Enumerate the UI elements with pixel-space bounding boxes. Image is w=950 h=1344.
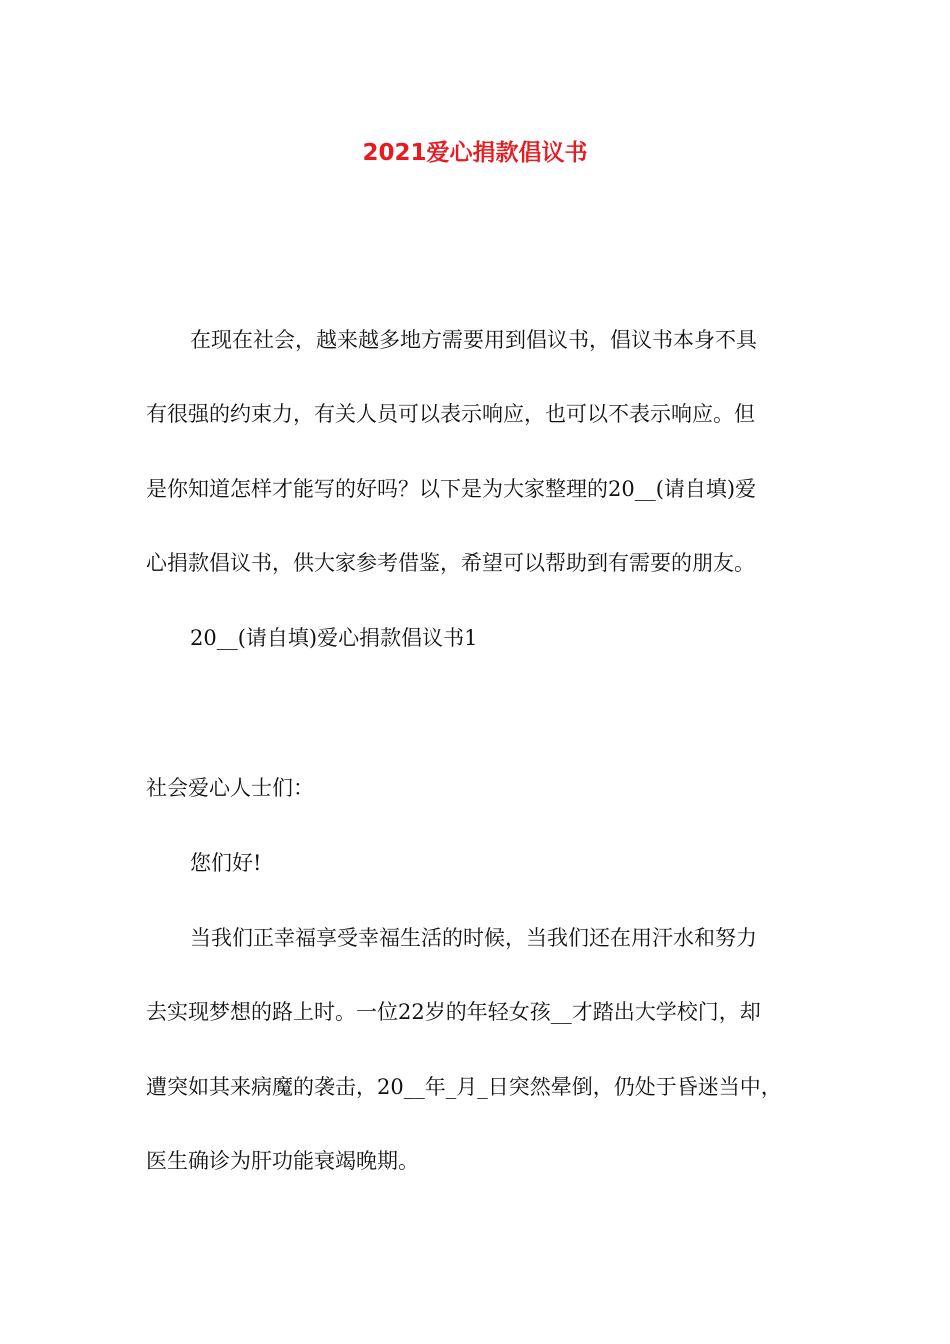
intro-line-1: 在现在社会，越来越多地方需要用到倡议书，倡议书本身不具 <box>190 328 757 352</box>
intro-line-2: 有很强的约束力，有关人员可以表示响应，也可以不表示响应。但 <box>146 402 755 426</box>
salutation: 社会爱心人士们： <box>146 776 314 800</box>
body-line-1: 当我们正幸福享受幸福生活的时候，当我们还在用汗水和努力 <box>190 926 757 950</box>
intro-line-4: 心捐款倡议书，供大家参考借鉴，希望可以帮助到有需要的朋友。 <box>146 551 755 575</box>
section-heading: 20__(请自填)爱心捐款倡议书1 <box>190 626 478 650</box>
document-title: 2021爱心捐款倡议书 <box>362 140 588 166</box>
body-line-3: 遭突如其来病魔的袭击，20__年_月_日突然晕倒，仍处于昏迷当中， <box>146 1075 782 1099</box>
greeting: 您们好! <box>190 851 262 875</box>
body-line-4: 医生确诊为肝功能衰竭晚期。 <box>146 1149 419 1173</box>
body-line-2: 去实现梦想的路上时。一位22岁的年轻女孩__才踏出大学校门，却 <box>146 1000 761 1024</box>
intro-line-3: 是你知道怎样才能写的好吗？以下是为大家整理的20__(请自填)爱 <box>146 477 757 501</box>
